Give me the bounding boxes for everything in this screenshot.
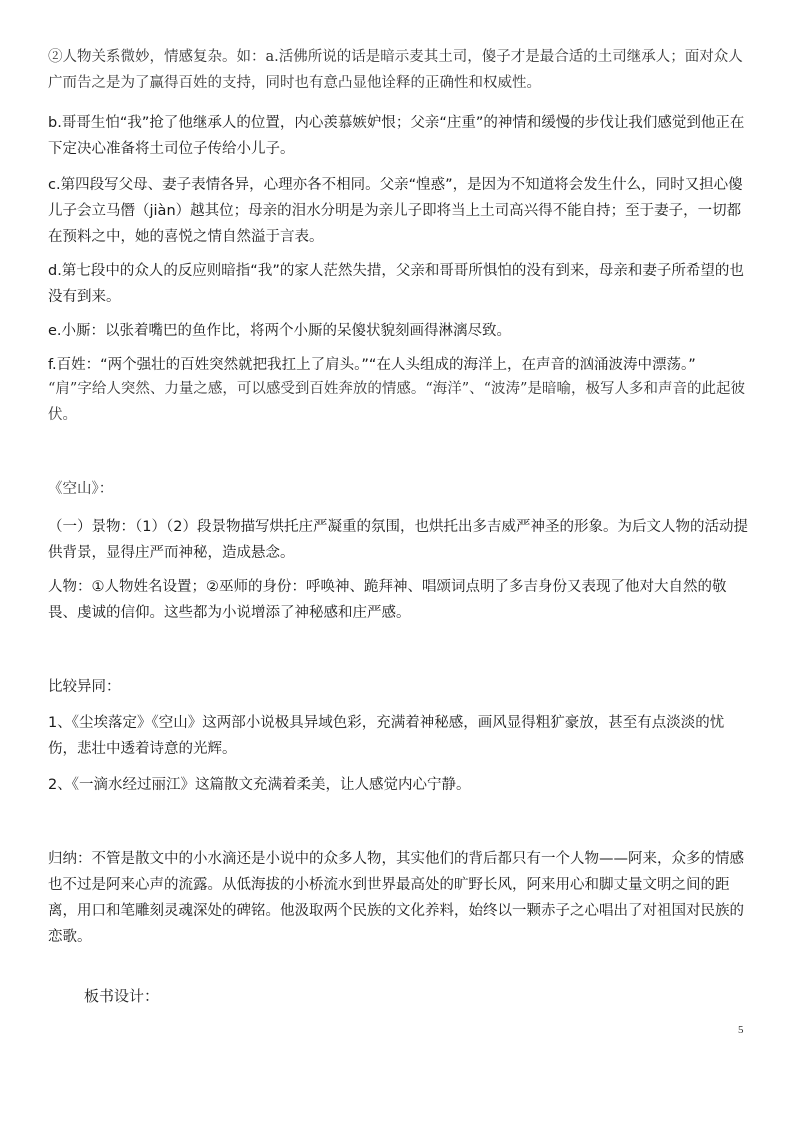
kongshan-scenery: （一）景物：（1）（2）段景物描写烘托庄严凝重的氛围，也烘托出多吉威严神圣的形象。为后文人物的活动提供背景，显得庄严而神秘，造成悬念。 <box>48 519 748 561</box>
paragraph-relationship-c: c.第四段写父母、妻子表情各异，心理亦各不相同。父亲“惶惑”，是因为不知道将会发生什么，同时又担心傻儿子会立马僭（jiàn）越其位；母亲的泪水分明是为亲儿子即将当上土司高兴得不能自持；至于妻子，一切都在预料之中，她的喜悦之情自然溢于言表。 <box>48 177 743 245</box>
comparison-item-2: 2、《一滴水经过丽江》这篇散文充满着柔美，让人感觉内心宁静。 <box>48 777 471 793</box>
paragraph-relationship-a: ②人物关系微妙，情感复杂。如：a.活佛所说的话是暗示麦其土司，傻子才是最合适的土司继承人；面对众人广而告之是为了赢得百姓的支持，同时也有意凸显他诠释的正确性和权威性。 <box>48 49 743 91</box>
comparison-item-1: 1、《尘埃落定》《空山》这两部小说极具异域色彩，充满着神秘感，画风显得粗犷豪放，甚至有点淡淡的忧伤，悲壮中透着诗意的光辉。 <box>48 715 725 757</box>
summary-paragraph: 归纳：不管是散文中的小水滴还是小说中的众多人物，其实他们的背后都只有一个人物——阿来，众多的情感也不过是阿来心声的流露。从低海拔的小桥流水到世界最高处的旷野长风，阿来用心和脚丈量文明之间的距离，用口和笔雕刻灵魂深处的碑铭。他汲取两个民族的文化养料，始终以一颗赤子之心唱出了对祖国对民族的恋歌。 <box>48 851 744 945</box>
paragraph-relationship-d: d.第七段中的众人的反应则暗指“我”的家人茫然失措，父亲和哥哥所惧怕的没有到来，母亲和妻子所希望的也没有到来。 <box>48 263 744 305</box>
paragraph-relationship-b: b.哥哥生怕“我”抢了他继承人的位置，内心羡慕嫉妒恨；父亲“庄重”的神情和缓慢的步伐让我们感觉到他正在下定决心准备将土司位子传给小儿子。 <box>48 115 745 157</box>
comparison-title: 比较异同： <box>48 679 121 695</box>
paragraph-relationship-f: f.百姓：“两个强壮的百姓突然就把我扛上了肩头。”“在人头组成的海洋上，在声音的汹涌波涛中漂荡。” <box>48 357 696 373</box>
kongshan-title: 《空山》： <box>48 481 114 497</box>
paragraph-shoulder-analysis: “肩”字给人突然、力量之感，可以感受到百姓奔放的情感。“海洋”、“波涛”是暗喻，极写人多和声音的此起彼伏。 <box>48 381 745 423</box>
paragraph-relationship-e: e.小厮：以张着嘴巴的鱼作比，将两个小厮的呆傻状貌刻画得淋漓尽致。 <box>48 323 512 339</box>
kongshan-characters: 人物：①人物姓名设置；②巫师的身份：呼唤神、跪拜神、唱颂词点明了多吉身份又表现了他对大自然的敬畏、虔诚的信仰。这些都为小说增添了神秘感和庄严感。 <box>48 579 727 621</box>
board-design-heading: 板书设计： <box>84 987 160 1005</box>
page-number: 5 <box>738 1024 744 1036</box>
